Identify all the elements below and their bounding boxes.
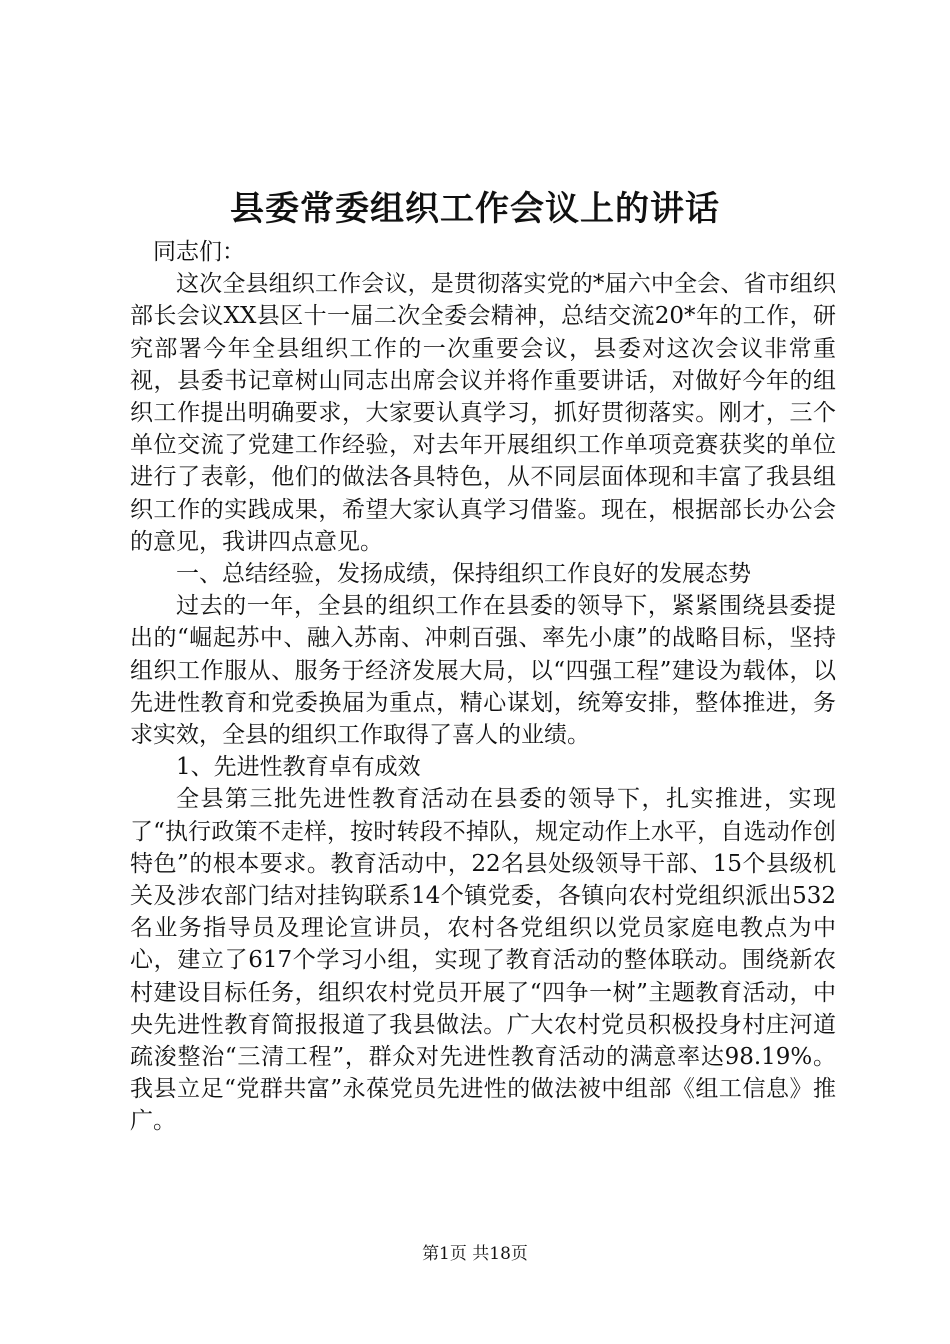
paragraph-section-1: 过去的一年，全县的组织工作在县委的领导下，紧紧围绕县委提出的“崛起苏中、融入苏南、冲刺百强、率先小康”的战略目标，坚持组织工作服从、服务于经济发展大局，以“四强工程”建设为载体，以先进性教育和党委换届为重点，精心谋划，统筹安排，整体推进，务求实效，全县的组织工作取得了喜人的业绩。 bbox=[130, 593, 836, 749]
paragraph-intro: 这次全县组织工作会议，是贯彻落实党的*届六中全会、省市组织部长会议XX县区十一届二次全委会精神，总结交流20*年的工作，研究部署今年全县组织工作的一次重要会议，县委对这次会议非常重视，县委书记章树山同志出席会议并将作重要讲话，对做好今年的组织工作提出明确要求，大家要认真学习，抓好贯彻落实。刚才，三个单位交流了党建工作经验，对去年开展组织工作单项竞赛获奖的单位进行了表彰，他们的做法各具特色，从不同层面体现和丰富了我县组织工作的实践成果，希望大家认真学习借鉴。现在，根据部长办公会的意见，我讲四点意见。 bbox=[130, 271, 836, 555]
section-heading-1: 一、总结经验，发扬成绩，保持组织工作良好的发展态势 bbox=[176, 561, 751, 588]
document-body bbox=[130, 236, 836, 1138]
salutation: 同志们： bbox=[153, 239, 245, 265]
subsection-heading-1: 1、先进性教育卓有成效 bbox=[176, 754, 421, 781]
paragraph-subsection-1: 全县第三批先进性教育活动在县委的领导下，扎实推进，实现了“执行政策不走样，按时转段不掉队，规定动作上水平，自选动作创特色”的根本要求。教育活动中，22名县处级领导干部、15个县级机关及涉农部门结对挂钩联系14个镇党委，各镇向农村党组织派出532名业务指导员及理论宣讲员，农村各党组织以党员家庭电教点为中心，建立了617个学习小组，实现了教育活动的整体联动。围绕新农村建设目标任务，组织农村党员开展了“四争一树”主题教育活动，中央先进性教育简报报道了我县做法。广大农村党员积极投身村庄河道疏浚整治“三清工程”，群众对先进性教育活动的满意率达98.19%。我县立足“党群共富”永葆党员先进性的做法被中组部《组工信息》推广。 bbox=[130, 786, 836, 1135]
document-title: 县委常委组织工作会议上的讲话 bbox=[230, 189, 720, 229]
page-number: 第1页 共18页 bbox=[422, 1244, 528, 1264]
